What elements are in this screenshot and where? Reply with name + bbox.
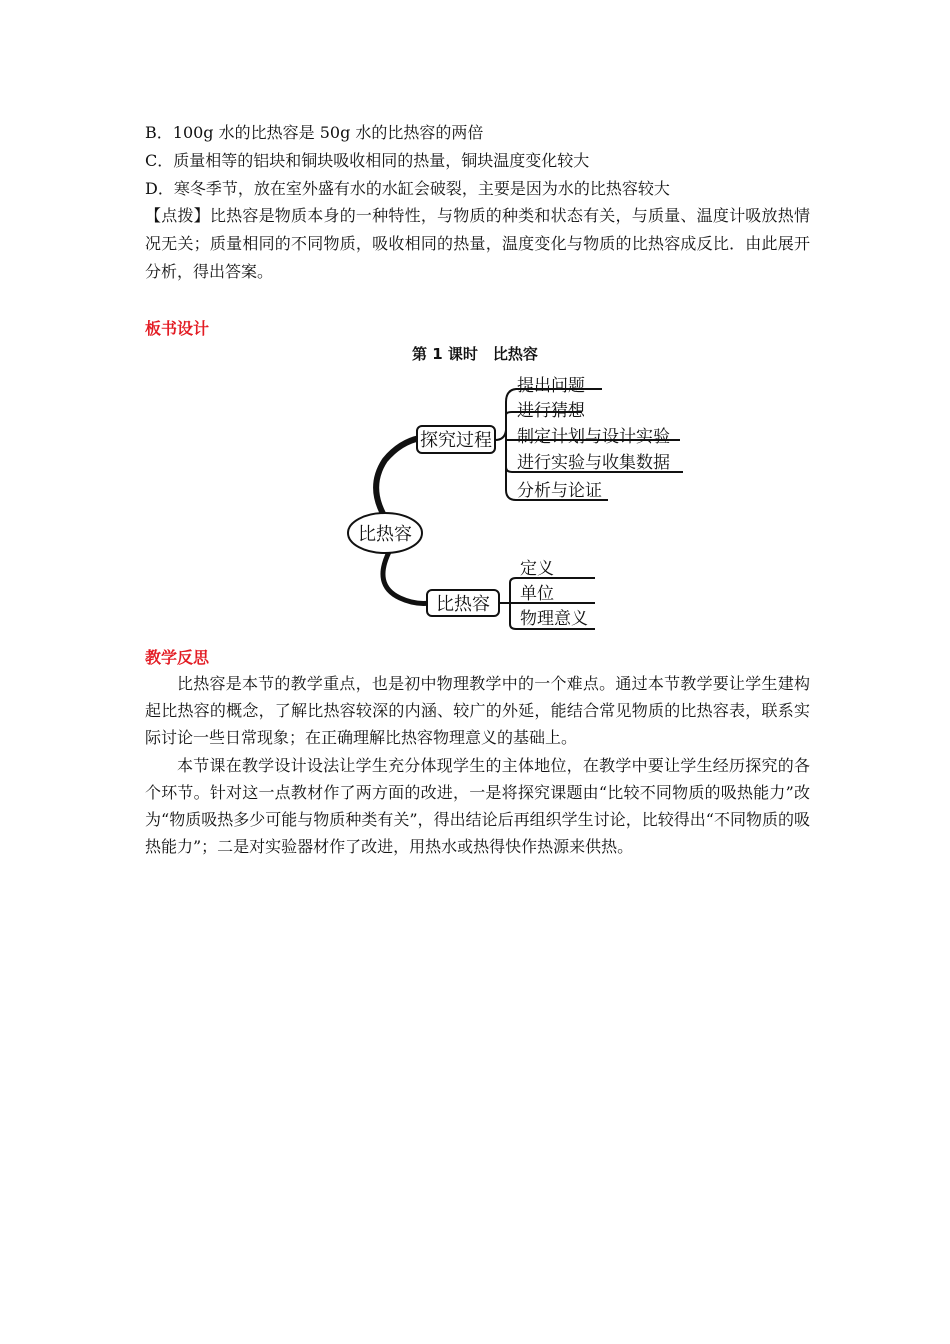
option-d: D．寒冬季节，放在室外盛有水的水缸会破裂，主要是因为水的比热容较大 xyxy=(145,179,670,198)
connector-top xyxy=(376,438,420,525)
branch-node-inquiry-label: 探究过程 xyxy=(420,430,492,451)
reflection-heading: 教学反思 xyxy=(145,648,210,667)
hint-paragraph: 【点拨】比热容是物质本身的一种特性，与物质的种类和状态有关，与质量、温度计吸放热情况无关；质量相同的不同物质，吸收相同的热量，温度变化与物质的比热容成反比．由此展开分析，得出答案。 xyxy=(145,206,810,281)
concept-item-3: 物理意义 xyxy=(520,609,588,629)
connector-bottom xyxy=(383,550,430,603)
center-node-label: 比热容 xyxy=(358,524,412,545)
option-c: C．质量相等的铝块和铜块吸收相同的热量，铜块温度变化较大 xyxy=(145,151,590,170)
concept-item-2: 单位 xyxy=(520,584,554,604)
lesson-title: 第 1 课时 比热容 xyxy=(412,345,538,363)
reflection-paragraph-2: 本节课在教学设计设法让学生充分体现学生的主体地位，在教学中要让学生经历探究的各个环节。针对这一点教材作了两方面的改进，一是将探究课题由“比较不同物质的吸热能力”改为“物质吸热多少可能与物质种类有关”，得出结论后再组织学生讨论，比较得出“不同物质的吸热能力”；二是对实验器材作了改进，用热水或热得快作热源来供热。 xyxy=(145,756,810,856)
mind-map xyxy=(340,370,700,635)
board-design-heading: 板书设计 xyxy=(145,319,210,338)
reflection-paragraph-1: 比热容是本节的教学重点，也是初中物理教学中的一个难点。通过本节教学要让学生建构起比热容的概念，了解比热容较深的内涵、较广的外延，能结合常见物质的比热容表，联系实际讨论一些日常现象；在正确理解比热容物理意义的基础上。 xyxy=(145,674,810,747)
branch-node-specific-heat-label: 比热容 xyxy=(436,594,490,615)
option-b: B．100g 水的比热容是 50g 水的比热容的两倍 xyxy=(145,123,484,142)
inquiry-item-4: 进行实验与收集数据 xyxy=(517,453,670,473)
concept-item-1: 定义 xyxy=(520,559,554,579)
inquiry-item-5: 分析与论证 xyxy=(517,481,602,501)
inquiry-item-3: 制定计划与设计实验 xyxy=(517,427,670,447)
inquiry-item-2: 进行猜想 xyxy=(517,401,585,421)
inquiry-item-1: 提出问题 xyxy=(517,376,585,396)
